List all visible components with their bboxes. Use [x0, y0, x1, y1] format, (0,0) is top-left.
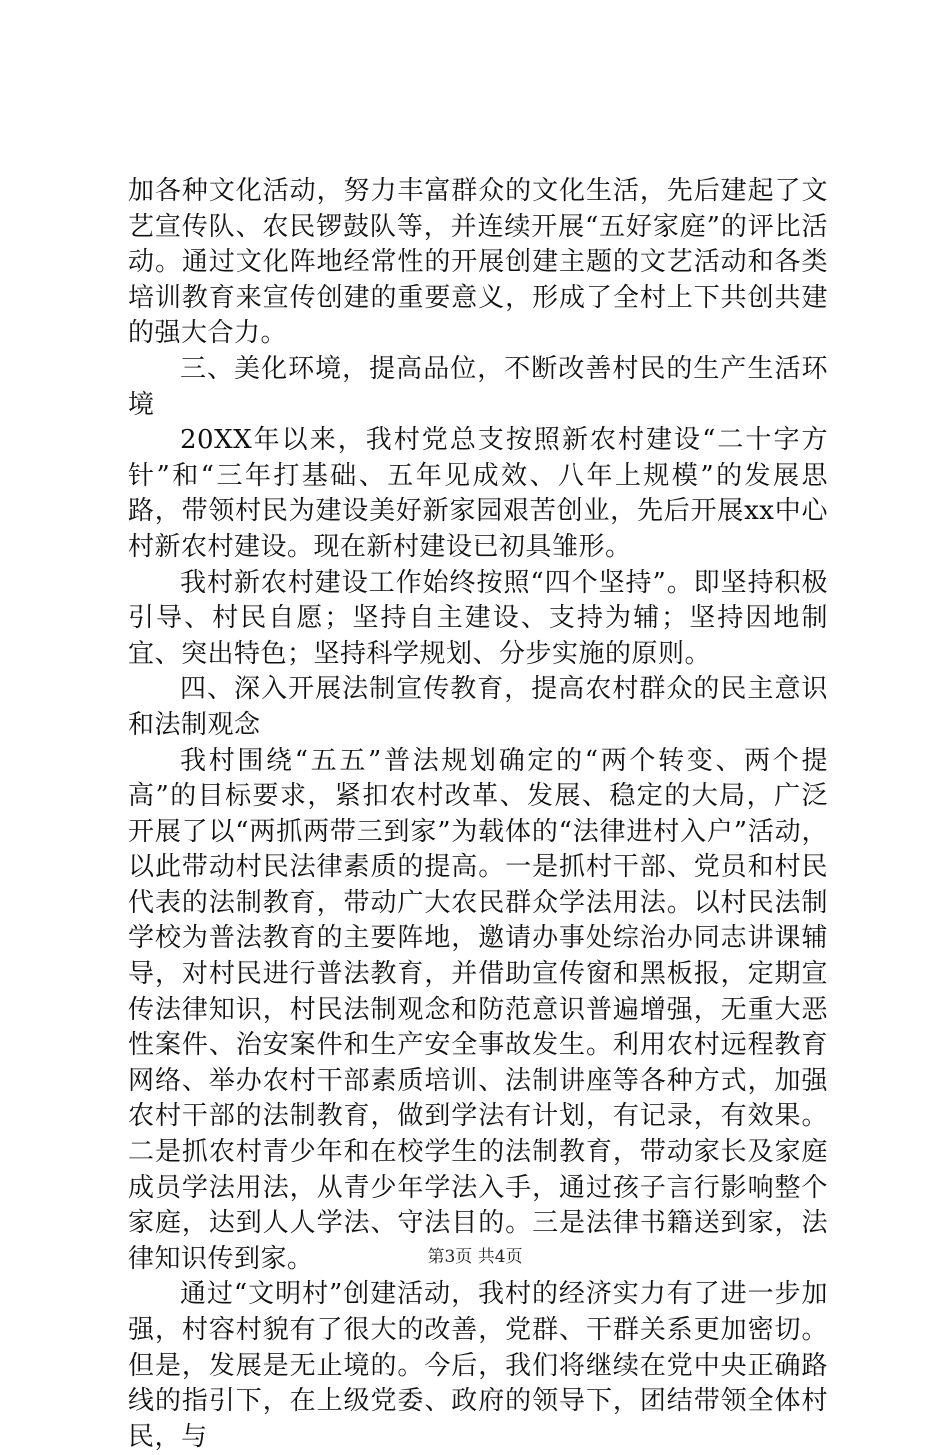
heading-section-3: 三、美化环境，提高品位，不断改善村民的生产生活环境 — [128, 353, 828, 420]
page-footer: 第3页 共4页 — [427, 1247, 523, 1267]
paragraph-4: 我村围绕“五五”普法规划确定的“两个转变、两个提高”的目标要求，紧扣农村改革、发展、稳定的大局，广泛开展了以“两抓两带三到家”为载体的“法律进村入户”活动，以此带动村民法律素质的提高。一是抓村干部、党员和村民代表的法制教育，带动广大农民群众学法用法。以村民法制学校为普法教育的主要阵地，邀请办事处综治办同志讲课辅导，对村民进行普法教育，并借助宣传窗和黑板报，定期宣传法律知识，村民法制观念和防范意识普遍增强，无重大恶性案件、治安案件和生产安全事故发生。利用农村远程教育网络、举办农村干部素质培训、法制讲座等各种方式，加强农村干部的法制教育，做到学法有计划，有记录，有效果。二是抓农村青少年和在校学生的法制教育，带动家长及家庭成员学法用法，从青少年学法入手，通过孩子言行影响整个家庭，达到人人学法、守法目的。三是法律书籍送到家，法律知识传到家。 — [128, 745, 828, 1274]
paragraph-3: 我村新农村建设工作始终按照“四个坚持”。即坚持积极引导、村民自愿；坚持自主建设、支持为辅；坚持因地制宜、突出特色；坚持科学规划、分步实施的原则。 — [128, 567, 828, 669]
paragraph-5: 通过“文明村”创建活动，我村的经济实力有了进一步加强，村容村貌有了很大的改善，党群、干群关系更加密切。但是，发展是无止境的。今后，我们将继续在党中央正确路线的指引下，在上级党委、政府的领导下，团结带领全体村民，与 — [128, 1279, 828, 1452]
heading-section-4: 四、深入开展法制宣传教育，提高农村群众的民主意识和法制观念 — [128, 674, 828, 740]
paragraph-1: 加各种文化活动，努力丰富群众的文化生活，先后建起了文艺宣传队、农民锣鼓队等，并连续开展“五好家庭”的评比活动。通过文化阵地经常性的开展创建主题的文艺活动和各类培训教育来宣传创建的重要意义，形成了全村上下共创共建的强大合力。 — [128, 176, 828, 349]
paragraph-2: 20XX年以来，我村党总支按照新农村建设“二十字方针”和“三年打基础、五年见成效、八年上规模”的发展思路，带领村民为建设美好新家园艰苦创业，先后开展xx中心村新农村建设。现在新村建设已初具雏形。 — [128, 425, 828, 562]
